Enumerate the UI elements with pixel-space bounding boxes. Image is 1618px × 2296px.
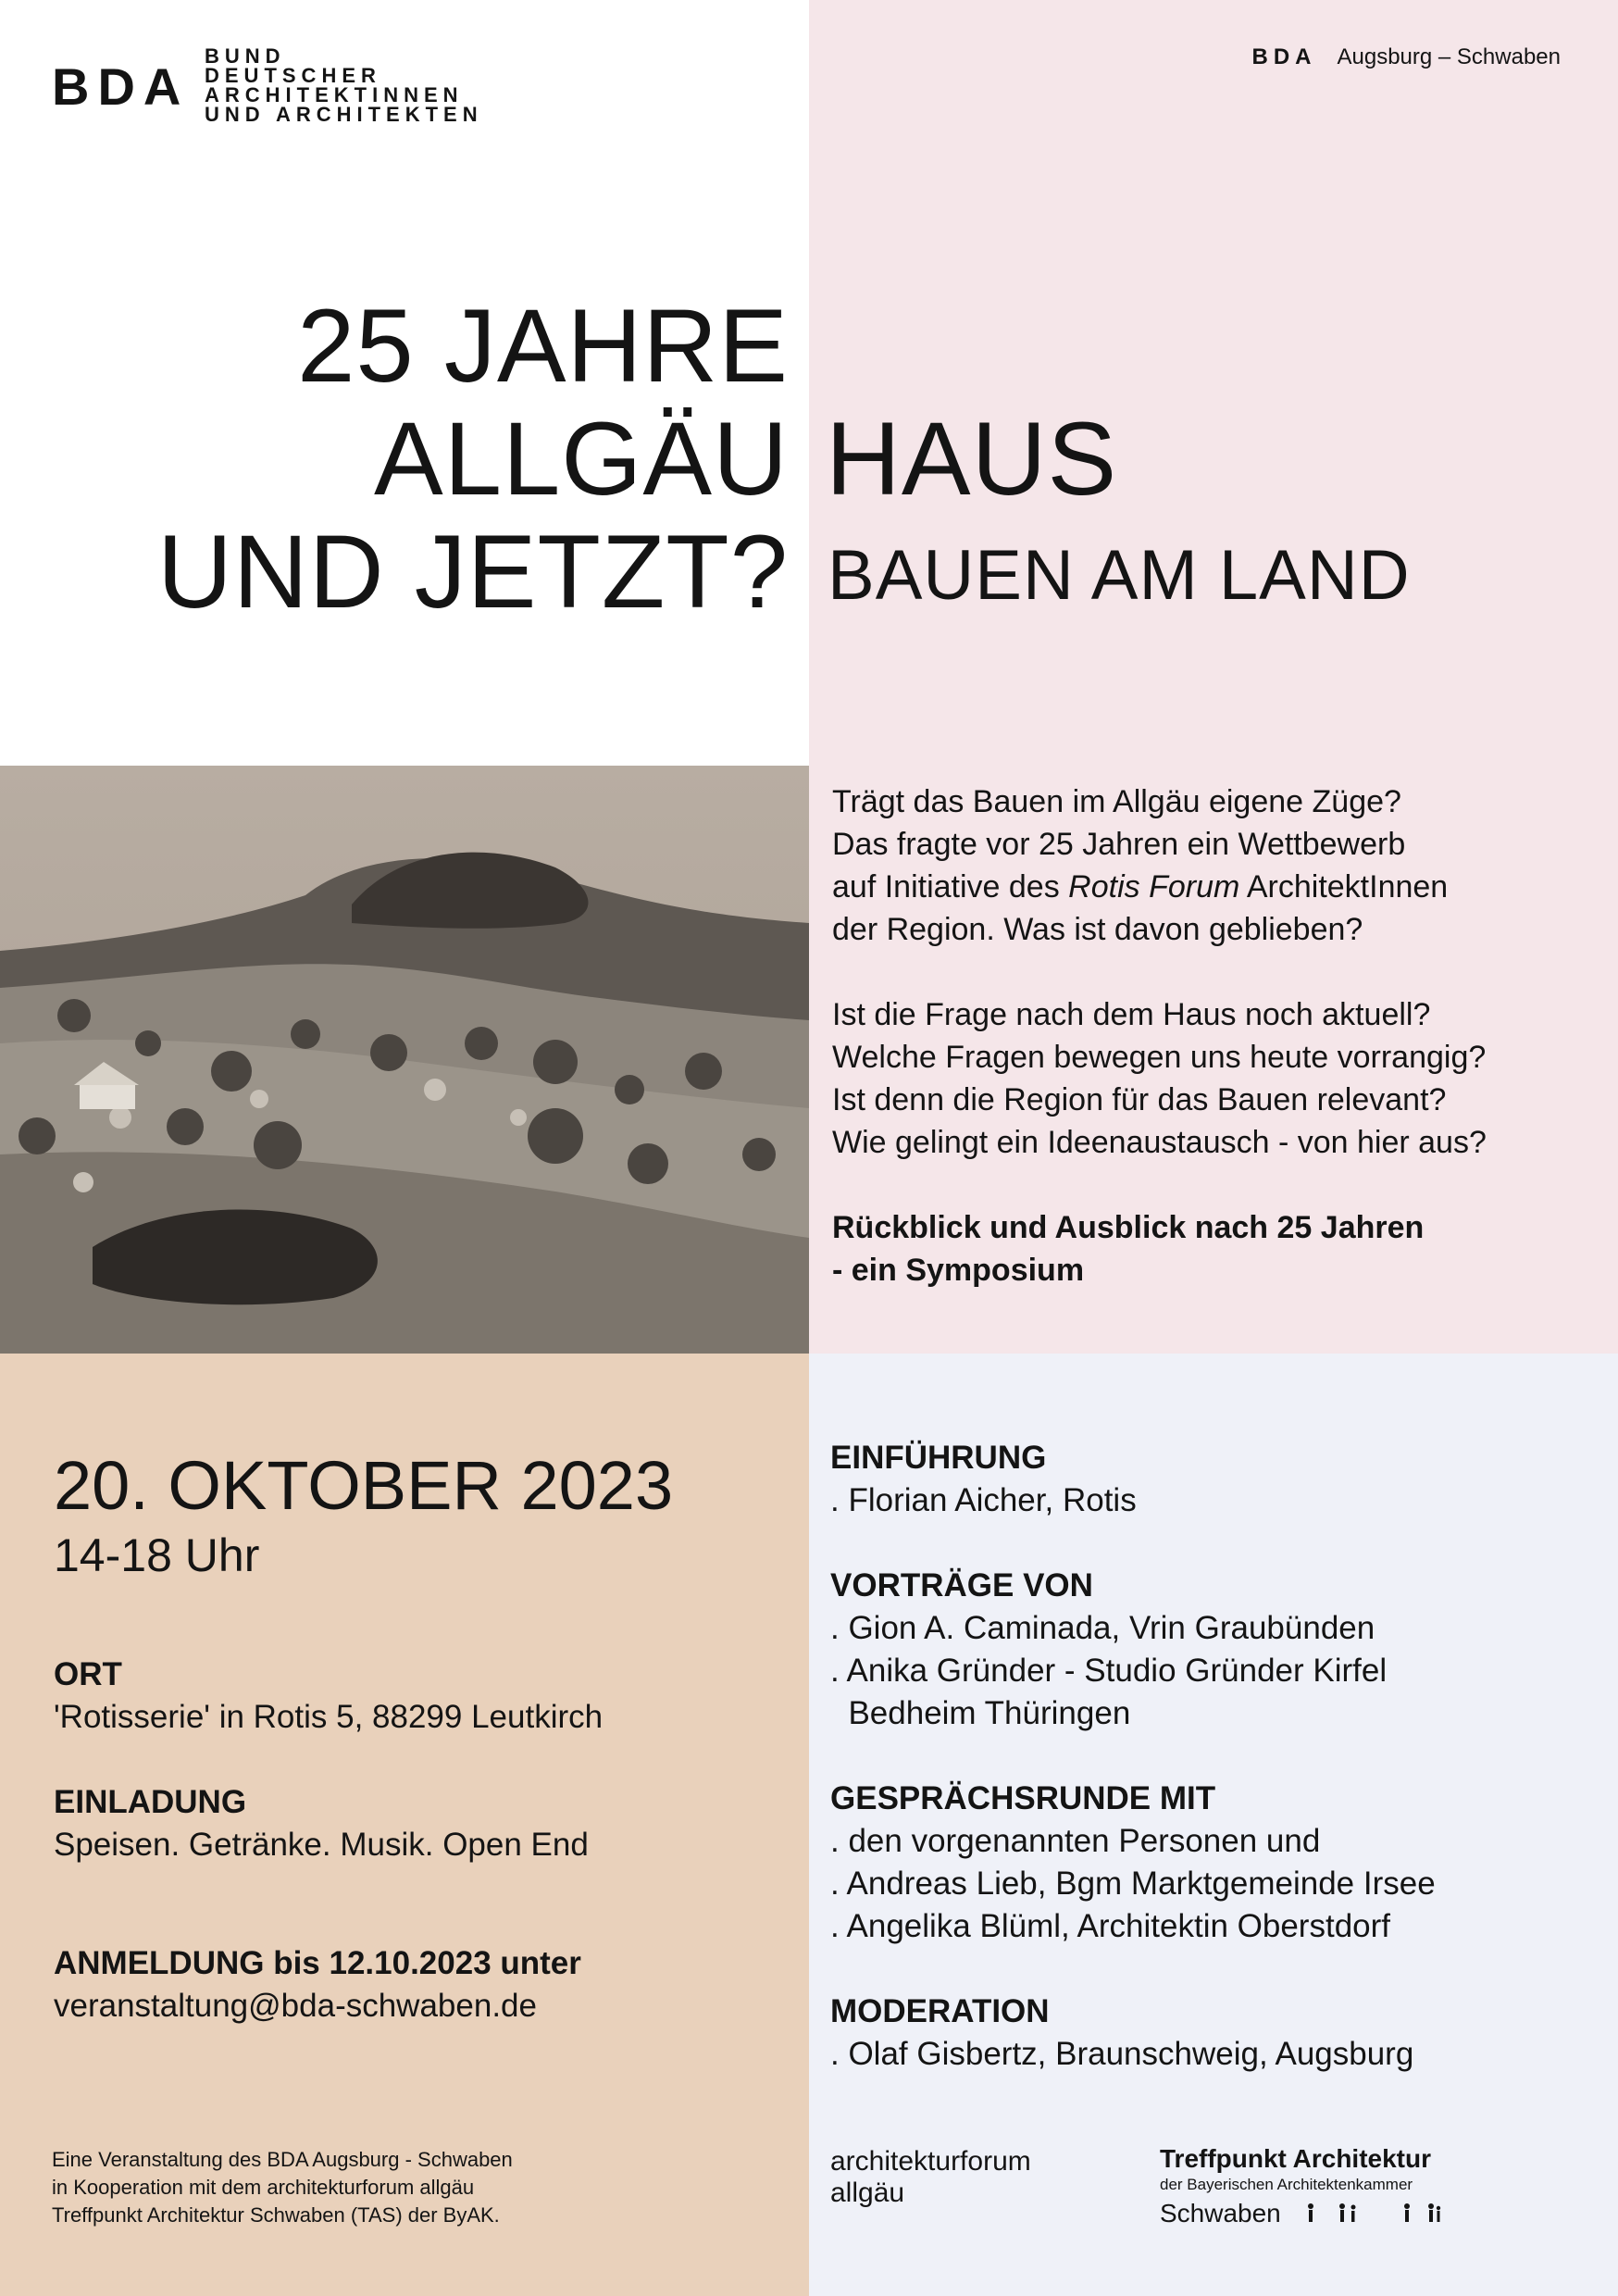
bda-logo-mark: BDA xyxy=(52,57,190,116)
program-moderation-label: MODERATION xyxy=(830,1993,1050,2029)
event-time: 14-18 Uhr xyxy=(54,1529,260,1581)
title-line-3: UND JETZT? xyxy=(157,514,789,630)
invite-text: Speisen. Getränke. Musik. Open End xyxy=(54,1827,589,1863)
intro-line: Ist die Frage nach dem Haus noch aktuell? xyxy=(832,997,1431,1032)
intro-line-bold: Rückblick und Ausblick nach 25 Jahren xyxy=(832,1210,1425,1245)
program-panel-label: GESPRÄCHSRUNDE MIT xyxy=(830,1780,1216,1816)
chapter-label xyxy=(1252,44,1562,70)
intro-paragraph-3 xyxy=(832,1206,1573,1292)
logo-line: BUND xyxy=(205,44,286,68)
program-item: Bedheim Thüringen xyxy=(830,1695,1131,1731)
partner-region-row xyxy=(1160,2195,1442,2232)
title-line-2a: ALLGÄU xyxy=(374,401,789,517)
people-figures-icon xyxy=(1303,2202,1442,2226)
partner-line: architekturforum xyxy=(830,2146,1031,2177)
partner-region: Schwaben xyxy=(1160,2199,1281,2227)
program-item: . Gion A. Caminada, Vrin Graubünden xyxy=(830,1610,1375,1646)
organizer-line: Treffpunkt Architektur Schwaben (TAS) der ByAK. xyxy=(52,2203,500,2227)
intro-line xyxy=(832,866,1573,908)
program-item: . Olaf Gisbertz, Braunschweig, Augsburg xyxy=(830,2036,1414,2072)
intro-paragraph-1 xyxy=(832,780,1573,951)
program-talks-label: VORTRÄGE VON xyxy=(830,1567,1093,1603)
intro-text xyxy=(832,780,1573,1334)
program-item: . Anika Gründer - Studio Gründer Kirfel xyxy=(830,1653,1388,1689)
intro-line: Ist denn die Region für das Bauen relevant? xyxy=(832,1082,1447,1117)
intro-line: der Region. Was ist davon geblieben? xyxy=(832,912,1363,947)
chapter-region: Augsburg – Schwaben xyxy=(1337,44,1561,69)
place-label: ORT xyxy=(54,1656,122,1692)
program-item: . Andreas Lieb, Bgm Marktgemeinde Irsee xyxy=(830,1866,1436,1902)
organizer-line: Eine Veranstaltung des BDA Augsburg - Schwaben xyxy=(52,2148,513,2171)
intro-line: Das fragte vor 25 Jahren ein Wettbewerb xyxy=(832,827,1406,862)
registration-email[interactable]: veranstaltung@bda-schwaben.de xyxy=(54,1988,537,2024)
partner-line: allgäu xyxy=(830,2177,905,2208)
program-intro-label: EINFÜHRUNG xyxy=(830,1440,1047,1476)
program-item: . Angelika Blüml, Architektin Oberstdorf xyxy=(830,1908,1390,1944)
registration-label: ANMELDUNG bis 12.10.2023 unter xyxy=(54,1945,581,1981)
architekturforum-logo xyxy=(830,2146,1031,2209)
event-date: 20. OKTOBER 2023 xyxy=(54,1447,674,1524)
logo-line: ARCHITEKTINNEN xyxy=(205,83,464,106)
invite-label: EINLADUNG xyxy=(54,1784,247,1820)
organizer-line: in Kooperation mit dem architekturforum allgäu xyxy=(52,2176,475,2199)
program-item: . Florian Aicher, Rotis xyxy=(830,1482,1137,1518)
chapter-short: BDA xyxy=(1251,44,1317,69)
partner-title: Treffpunkt Architektur xyxy=(1160,2144,1431,2173)
organizer-note xyxy=(52,2146,513,2229)
intro-line: Wie gelingt ein Ideenaustausch - von hier aus? xyxy=(832,1125,1487,1160)
place-text: 'Rotisserie' in Rotis 5, 88299 Leutkirch xyxy=(54,1699,604,1735)
logo-line: DEUTSCHER xyxy=(205,64,381,87)
intro-line: Trägt das Bauen im Allgäu eigene Züge? xyxy=(832,784,1401,819)
intro-text-part: auf Initiative des xyxy=(832,869,1069,905)
intro-paragraph-2 xyxy=(832,993,1573,1164)
title-line-1: 25 JAHRE xyxy=(297,288,789,404)
landscape-illustration xyxy=(0,766,809,1354)
intro-line-bold: - ein Symposium xyxy=(832,1253,1085,1288)
rotis-forum-name: Rotis Forum xyxy=(1068,869,1240,905)
program-item: . den vorgenannten Personen und xyxy=(830,1823,1321,1859)
partner-subtitle: der Bayerischen Architektenkammer xyxy=(1160,2176,1413,2193)
logo-line: UND ARCHITEKTEN xyxy=(205,103,483,126)
bda-logo-text xyxy=(205,46,483,124)
landscape-photo xyxy=(0,766,809,1354)
title-line-2b: HAUS xyxy=(826,401,1118,517)
subtitle: BAUEN AM LAND xyxy=(828,536,1411,615)
intro-line: Welche Fragen bewegen uns heute vorrangig? xyxy=(832,1040,1487,1075)
treffpunkt-architektur-logo xyxy=(1160,2143,1442,2232)
intro-text-part: ArchitektInnen xyxy=(1239,869,1449,905)
